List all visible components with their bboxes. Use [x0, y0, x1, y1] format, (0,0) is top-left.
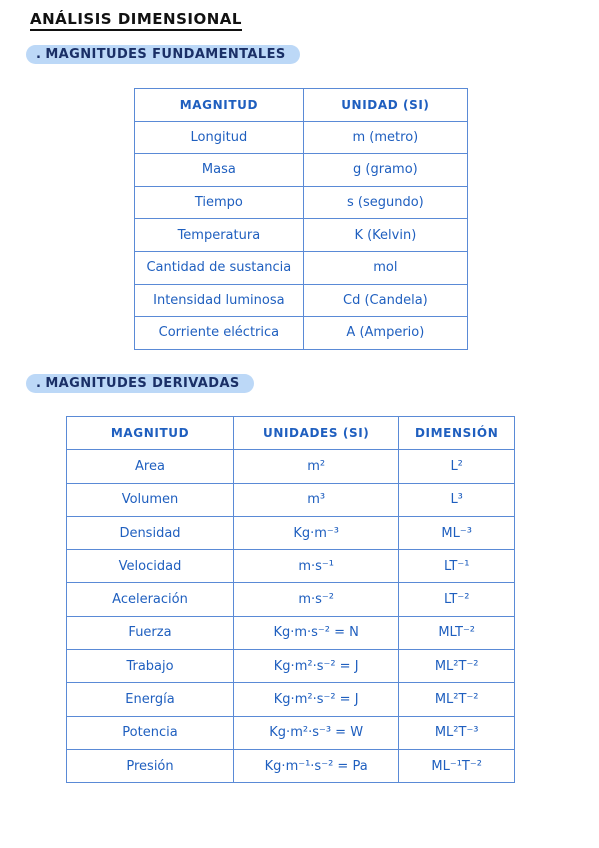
column-header-dimension: DIMENSIÓN [399, 417, 515, 450]
cell-magnitud: Corriente eléctrica [135, 317, 304, 350]
cell-unidades: m·s⁻¹ [234, 550, 399, 583]
cell-unidad: K (Kelvin) [303, 219, 467, 252]
table-row [135, 317, 468, 350]
section-bullet: . [36, 47, 42, 62]
table-row [135, 284, 468, 317]
table-row [67, 450, 515, 483]
section-label: MAGNITUDES FUNDAMENTALES [45, 47, 286, 62]
derived-magnitudes-table [66, 416, 515, 783]
cell-dimension: MLT⁻² [399, 616, 515, 649]
table-row [67, 616, 515, 649]
cell-unidad: A (Amperio) [303, 317, 467, 350]
cell-unidades: Kg·m⁻¹·s⁻² = Pa [234, 749, 399, 782]
cell-unidades: m³ [234, 483, 399, 516]
cell-magnitud: Volumen [67, 483, 234, 516]
section-fundamental-header [26, 45, 300, 64]
cell-magnitud: Aceleración [67, 583, 234, 616]
cell-unidad: mol [303, 251, 467, 284]
table-row [67, 516, 515, 549]
cell-magnitud: Temperatura [135, 219, 304, 252]
cell-magnitud: Trabajo [67, 650, 234, 683]
table-row [135, 121, 468, 154]
section-derived-header [26, 374, 254, 393]
cell-dimension: LT⁻² [399, 583, 515, 616]
table-row [67, 583, 515, 616]
cell-magnitud: Longitud [135, 121, 304, 154]
cell-magnitud: Tiempo [135, 186, 304, 219]
column-header-unidad: UNIDAD (SI) [303, 89, 467, 122]
cell-dimension: ML²T⁻² [399, 683, 515, 716]
page-title: ANÁLISIS DIMENSIONAL [30, 10, 242, 31]
cell-unidad: Cd (Candela) [303, 284, 467, 317]
table-row [67, 716, 515, 749]
cell-dimension: ML⁻¹T⁻² [399, 749, 515, 782]
column-header-unidades: UNIDADES (SI) [234, 417, 399, 450]
cell-magnitud: Presión [67, 749, 234, 782]
table-header-row [67, 417, 515, 450]
table-header-row [135, 89, 468, 122]
table-row [135, 219, 468, 252]
fundamental-magnitudes-table [134, 88, 468, 350]
cell-dimension: L³ [399, 483, 515, 516]
cell-unidad: g (gramo) [303, 154, 467, 187]
cell-dimension: L² [399, 450, 515, 483]
table-row [67, 550, 515, 583]
cell-dimension: ML²T⁻² [399, 650, 515, 683]
table-row [67, 483, 515, 516]
section-bullet: . [36, 376, 42, 391]
table-row [67, 683, 515, 716]
column-header-magnitud: MAGNITUD [67, 417, 234, 450]
table-row [135, 251, 468, 284]
cell-magnitud: Fuerza [67, 616, 234, 649]
cell-dimension: ML²T⁻³ [399, 716, 515, 749]
table-row [135, 154, 468, 187]
cell-unidad: s (segundo) [303, 186, 467, 219]
cell-magnitud: Cantidad de sustancia [135, 251, 304, 284]
cell-magnitud: Area [67, 450, 234, 483]
cell-unidades: Kg·m⁻³ [234, 516, 399, 549]
table-row [67, 650, 515, 683]
cell-unidades: Kg·m²·s⁻³ = W [234, 716, 399, 749]
cell-magnitud: Densidad [67, 516, 234, 549]
cell-dimension: ML⁻³ [399, 516, 515, 549]
section-label: MAGNITUDES DERIVADAS [45, 376, 240, 391]
cell-unidad: m (metro) [303, 121, 467, 154]
cell-unidades: Kg·m²·s⁻² = J [234, 650, 399, 683]
cell-magnitud: Potencia [67, 716, 234, 749]
table-row [67, 749, 515, 782]
cell-unidades: Kg·m²·s⁻² = J [234, 683, 399, 716]
cell-unidades: m² [234, 450, 399, 483]
cell-dimension: LT⁻¹ [399, 550, 515, 583]
column-header-magnitud: MAGNITUD [135, 89, 304, 122]
cell-unidades: Kg·m·s⁻² = N [234, 616, 399, 649]
cell-magnitud: Velocidad [67, 550, 234, 583]
table-row [135, 186, 468, 219]
cell-magnitud: Intensidad luminosa [135, 284, 304, 317]
cell-unidades: m·s⁻² [234, 583, 399, 616]
cell-magnitud: Energía [67, 683, 234, 716]
cell-magnitud: Masa [135, 154, 304, 187]
